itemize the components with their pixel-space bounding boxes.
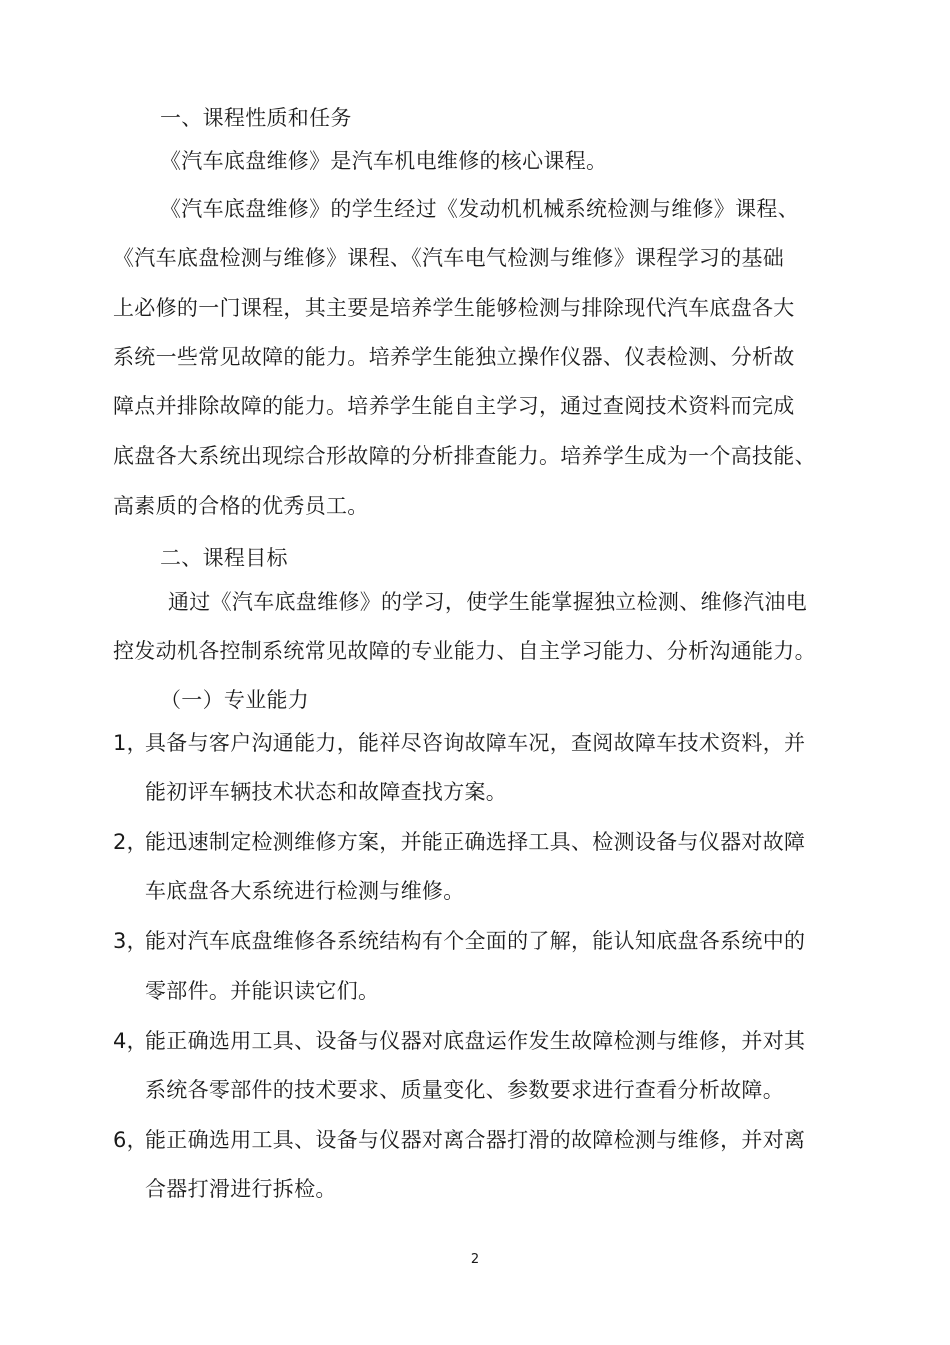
list-item-text: 能对汽车底盘维修各系统结构有个全面的了解，能认知底盘各系统中的 xyxy=(145,929,806,953)
list-item-text: 能迅速制定检测维修方案，并能正确选择工具、检测设备与仪器对故障 xyxy=(145,830,806,854)
section-heading-1: 一、课程性质和任务 xyxy=(160,106,352,130)
paragraph-line: 底盘各大系统出现综合形故障的分析排查能力。培养学生成为一个高技能、 xyxy=(113,444,816,468)
list-item-text: 车底盘各大系统进行检测与维修。 xyxy=(145,879,465,903)
paragraph-line: 上必修的一门课程，其主要是培养学生能够检测与排除现代汽车底盘各大 xyxy=(113,296,795,320)
list-item-number: 3， xyxy=(113,929,148,953)
paragraph-line: 障点并排除故障的能力。培养学生能自主学习，通过查阅技术资料而完成 xyxy=(113,394,795,418)
paragraph-line: 《汽车底盘维修》的学生经过《发动机机械系统检测与维修》课程、 xyxy=(160,197,799,221)
list-item-text: 能正确选用工具、设备与仪器对底盘运作发生故障检测与维修，并对其 xyxy=(145,1029,806,1053)
section-heading-2: 二、课程目标 xyxy=(160,546,288,570)
list-item-text: 具备与客户沟通能力，能祥尽咨询故障车况，查阅故障车技术资料，并 xyxy=(145,731,806,755)
paragraph-line: 通过《汽车底盘维修》的学习，使学生能掌握独立检测、维修汽油电 xyxy=(168,590,807,614)
list-item-text: 能正确选用工具、设备与仪器对离合器打滑的故障检测与维修，并对离 xyxy=(145,1128,806,1152)
list-item-number: 2， xyxy=(113,830,148,854)
paragraph-line: 系统一些常见故障的能力。培养学生能独立操作仪器、仪表检测、分析故 xyxy=(113,345,795,369)
paragraph-line: 《汽车底盘检测与维修》课程、《汽车电气检测与维修》课程学习的基础 xyxy=(113,246,785,270)
paragraph-line: 《汽车底盘维修》是汽车机电维修的核心课程。 xyxy=(160,149,608,173)
paragraph-line: 高素质的合格的优秀员工。 xyxy=(113,494,369,518)
page-number: 2 xyxy=(470,1252,480,1267)
list-item-number: 4， xyxy=(113,1029,148,1053)
subsection-heading: （一）专业能力 xyxy=(160,688,310,712)
list-item-text: 合器打滑进行拆检。 xyxy=(145,1177,337,1201)
list-item-text: 零部件。并能识读它们。 xyxy=(145,979,380,1003)
list-item-text: 能初评车辆技术状态和故障查找方案。 xyxy=(145,780,508,804)
list-item-number: 1， xyxy=(113,731,148,755)
list-item-number: 6， xyxy=(113,1128,148,1152)
list-item-text: 系统各零部件的技术要求、质量变化、参数要求进行查看分析故障。 xyxy=(145,1078,784,1102)
paragraph-line: 控发动机各控制系统常见故障的专业能力、自主学习能力、分析沟通能力。 xyxy=(113,639,816,663)
